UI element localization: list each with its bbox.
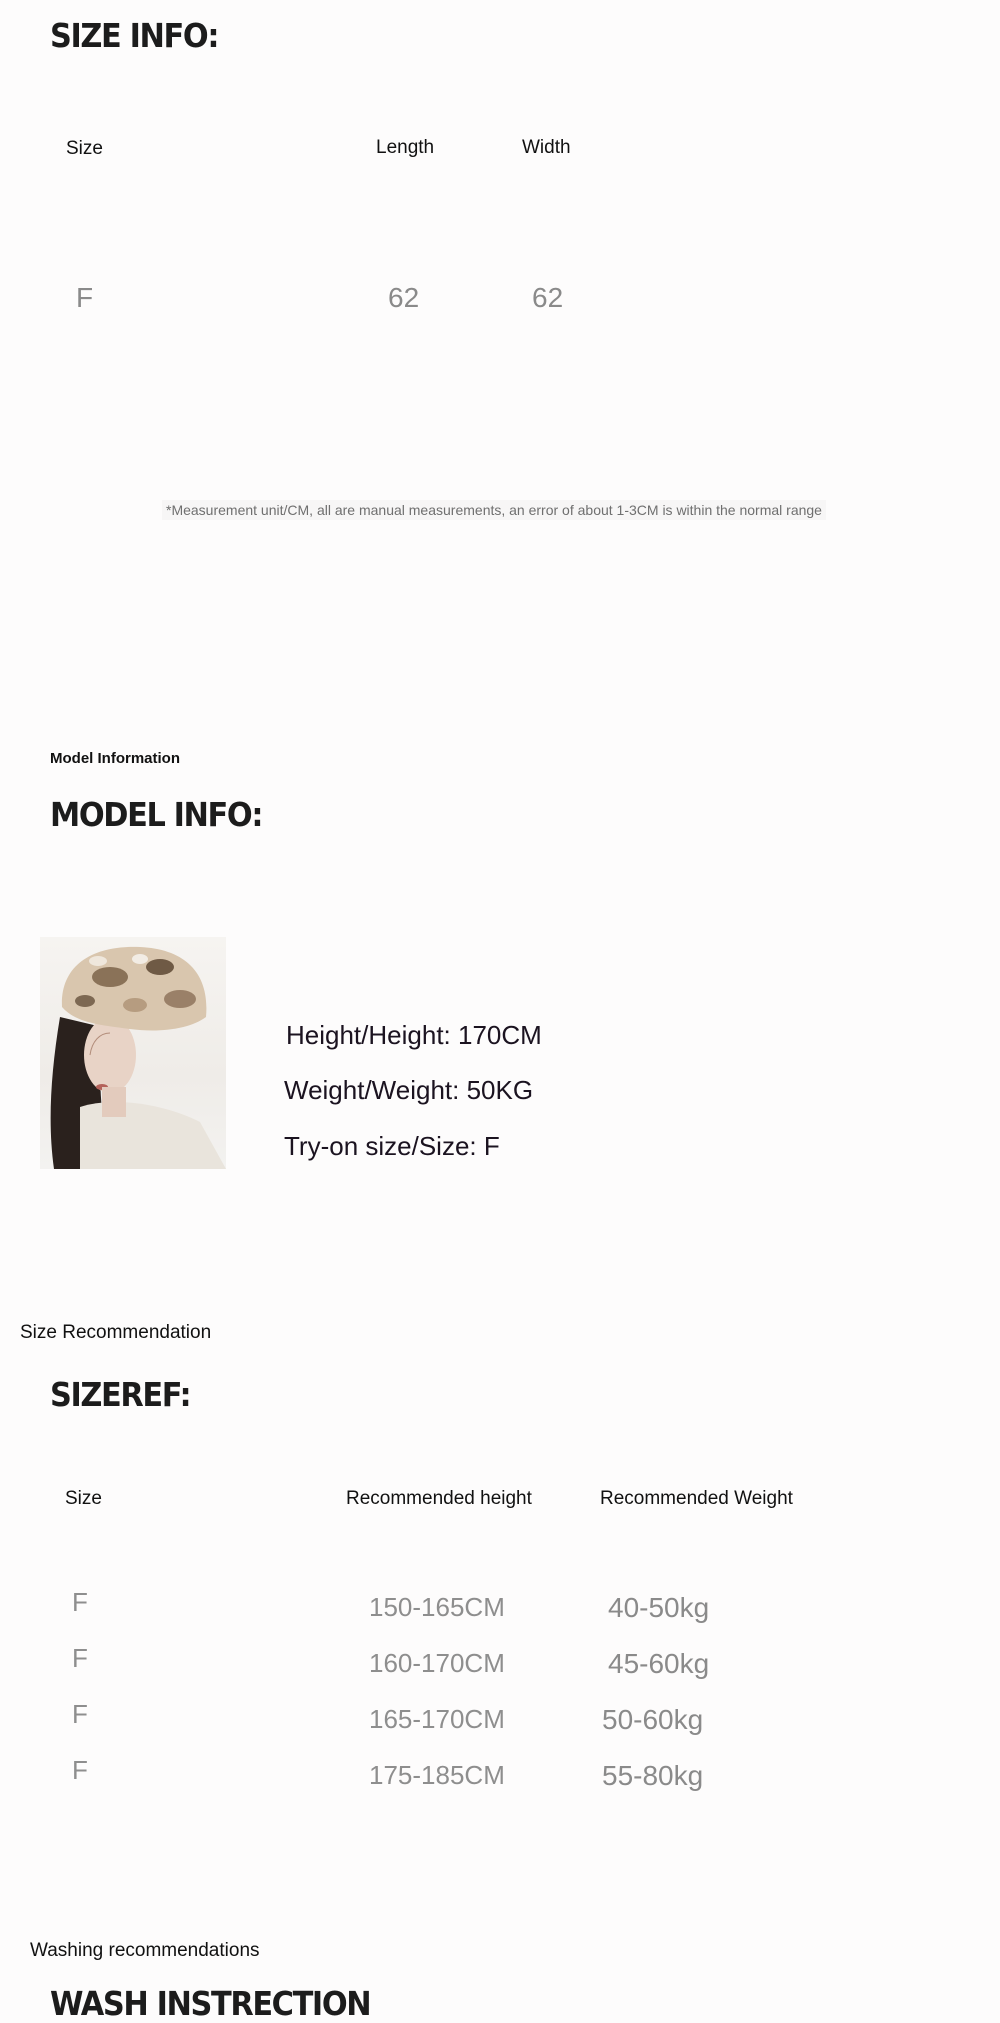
sizeref-header-weight: Recommended Weight <box>600 1488 793 1509</box>
size-info-header-length: Length <box>376 137 435 158</box>
sizeref-row-1-size: F <box>72 1587 88 1617</box>
sizeref-row-1-height: 150-165CM <box>369 1592 505 1622</box>
measurement-note: *Measurement unit/CM, all are manual measurements, an error of about 1-3CM is within the normal range <box>162 500 826 520</box>
sizeref-title: SIZEREF: <box>50 1375 191 1414</box>
size-info-cell-size: F <box>76 282 94 313</box>
model-height: Height/Height: 170CM <box>286 1020 542 1050</box>
sizeref-row-2-height: 160-170CM <box>369 1648 505 1678</box>
model-try-on-size: Try-on size/Size: F <box>284 1131 500 1161</box>
sizeref-row-4-weight: 55-80kg <box>602 1760 704 1791</box>
sizeref-row-3-height: 165-170CM <box>369 1704 505 1734</box>
size-recommendation-label: Size Recommendation <box>20 1322 212 1343</box>
model-info-title: MODEL INFO: <box>50 795 263 834</box>
sizeref-header-height: Recommended height <box>346 1488 532 1509</box>
model-section-label: Model Information <box>50 750 180 767</box>
sizeref-header-size: Size <box>65 1488 102 1509</box>
model-photo-illustration <box>40 937 226 1169</box>
sizeref-row-3-weight: 50-60kg <box>602 1704 704 1735</box>
size-info-header-width: Width <box>522 137 571 158</box>
sizeref-row-2-size: F <box>72 1643 88 1673</box>
model-photo <box>40 937 226 1169</box>
size-info-cell-width: 62 <box>532 282 564 313</box>
size-info-title: SIZE INFO: <box>50 16 219 55</box>
model-weight: Weight/Weight: 50KG <box>284 1075 534 1105</box>
sizeref-row-3-size: F <box>72 1699 88 1729</box>
sizeref-row-2-weight: 45-60kg <box>608 1648 710 1679</box>
sizeref-row-1-weight: 40-50kg <box>608 1592 710 1623</box>
washing-recommendations-label: Washing recommendations <box>30 1940 260 1961</box>
sizeref-row-4-height: 175-185CM <box>369 1760 505 1790</box>
size-info-cell-length: 62 <box>388 282 420 313</box>
size-info-header-size: Size <box>66 138 103 159</box>
sizeref-row-4-size: F <box>72 1755 88 1785</box>
wash-instruction-title: WASH INSTRECTION <box>50 1984 371 2023</box>
